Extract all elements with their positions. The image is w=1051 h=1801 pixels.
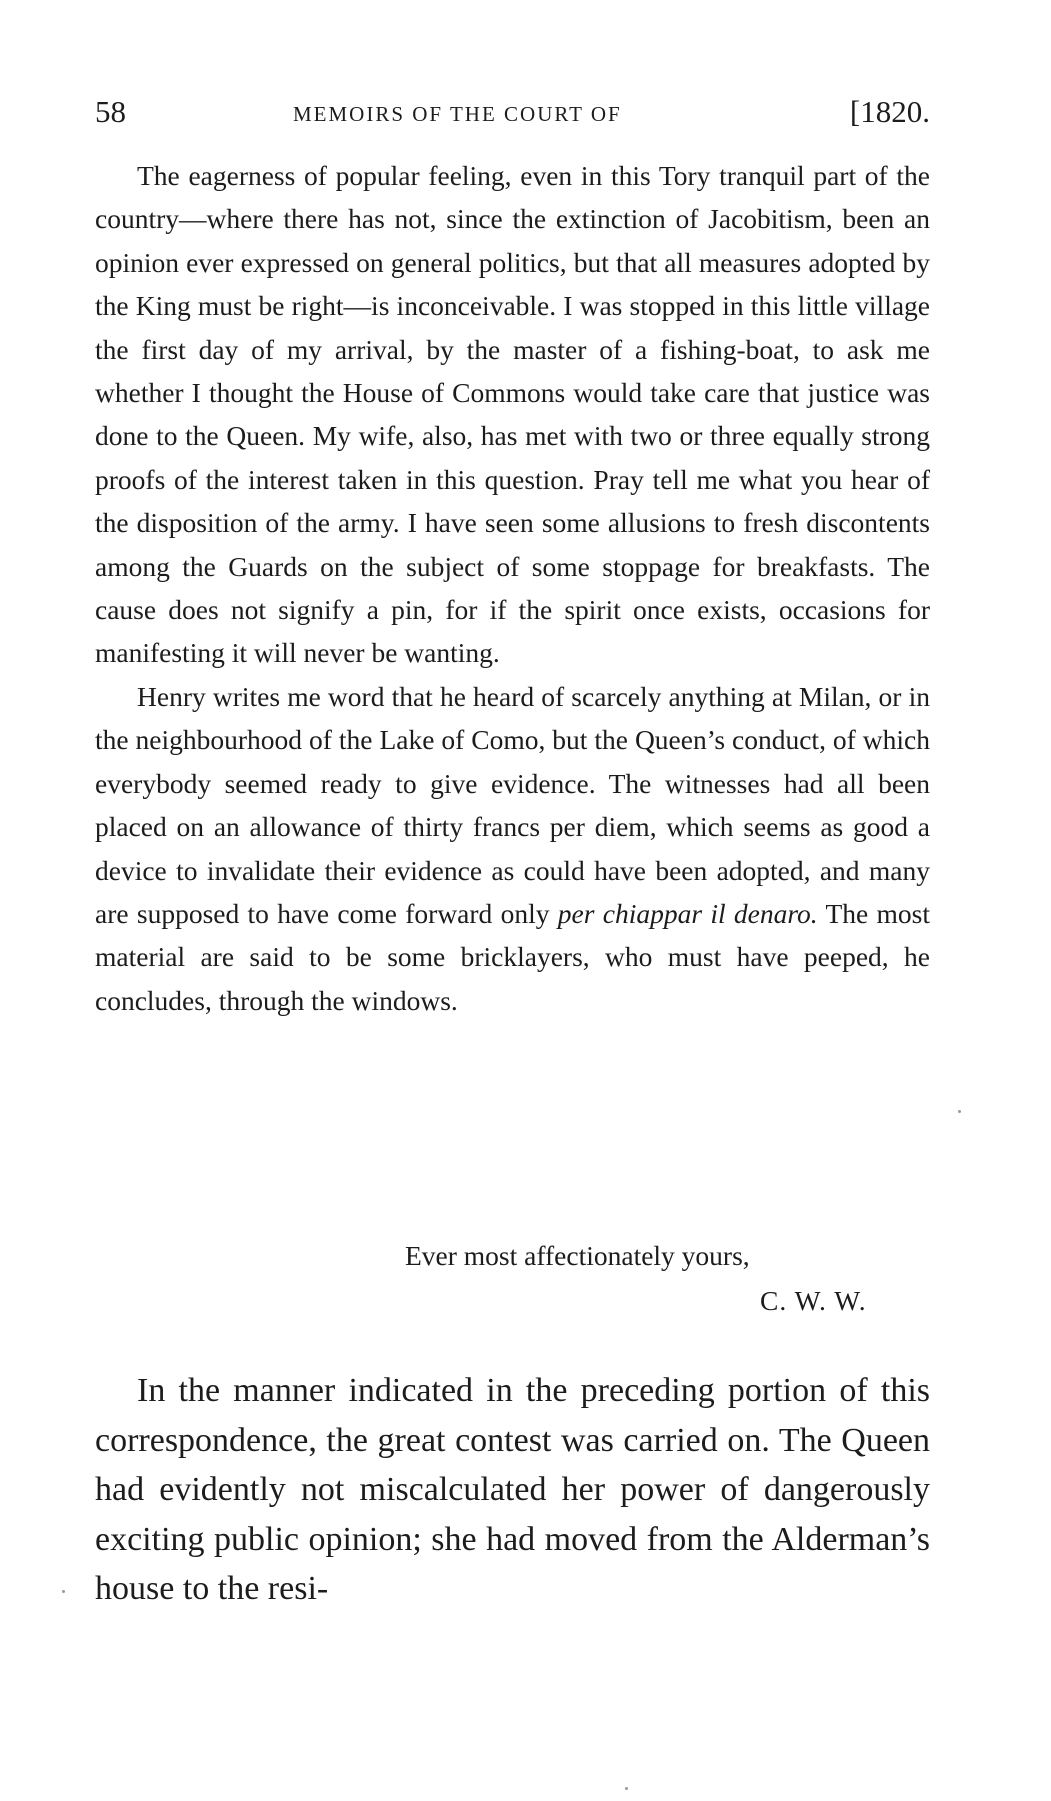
- letter-closing: Ever most affectionately yours,: [405, 1240, 750, 1271]
- italian-phrase: per chiappar il denaro.: [557, 897, 818, 929]
- page-number: 58: [95, 94, 126, 129]
- paper-speck: [625, 1787, 628, 1790]
- letter-signature: C. W. W.: [760, 1285, 867, 1316]
- paper-speck: [958, 1110, 961, 1113]
- narrative-text: [95, 1366, 930, 1614]
- paper-speck: [62, 1590, 65, 1593]
- running-title: MEMOIRS OF THE COURT OF: [293, 102, 622, 126]
- narrative-paragraph: In the manner indicated in the preceding portion of this correspondence, the great contest was carried on. The Queen had evidently not miscalculated her power of dangerously exciting public opinion; she had moved from the Alderman’s house to the resi-: [95, 1372, 930, 1607]
- letter-paragraph-1: The eagerness of popular feeling, even in this Tory tranquil part of the country—where there has not, since the extinction of Jacobitism, been an opinion ever expressed on general politics, but that all measures adopted by the King must be right—is inconceivable. I was stopped in this little village the first day of my arrival, by the master of a fishing-boat, to ask me whether I thought the House of Commons would take care that justice was done to the Queen. My wife, also, has met with two or three equally strong proofs of the interest taken in this question. Pray tell me what you hear of the disposition of the army. I have seen some allusions to fresh discontents among the Guards on the subject of some stoppage for breakfasts. The cause does not signify a pin, for if the spirit once exists, occasions for manifesting it will never be wanting.: [95, 160, 930, 669]
- letter-body: [95, 154, 930, 1022]
- running-head: [95, 92, 930, 132]
- letter-paragraph-2-end: The most material are said to be some bricklayers, who must have peeped, he concludes, through the windows.: [95, 897, 931, 1016]
- running-year: [1820.: [849, 94, 930, 129]
- letter-paragraph-2-start: Henry writes me word that he heard of scarcely anything at Milan, or in the neighbourhood of the Lake of Como, but the Queen’s conduct, of which everybody seemed ready to give evidence. The witnesses had all been placed on an allowance of thirty francs per diem, which seems as good a device to invalidate their evidence as could have been adopted, and many are supposed to have come forward only: [95, 680, 930, 929]
- letter-paragraph-2: [95, 675, 930, 1022]
